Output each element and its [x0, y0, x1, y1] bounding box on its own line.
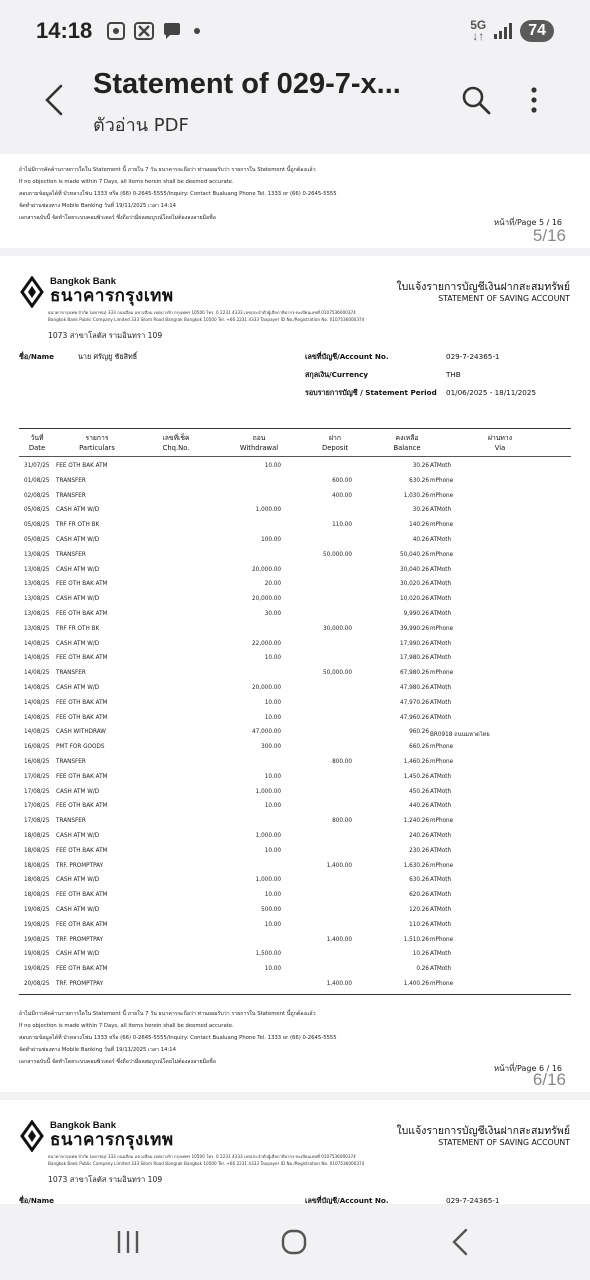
cell-via: mPhone — [430, 936, 454, 943]
cell-bal: 47,970.26 — [400, 699, 429, 706]
cell-via: ATMoth — [430, 951, 452, 958]
cell-via: ATMoth — [430, 684, 452, 691]
cell-part: TRANSFER — [56, 670, 86, 677]
cell-bal: 17,990.26 — [400, 640, 429, 647]
cell-part: CASH ATM W/D — [56, 788, 100, 795]
cell-via: mPhone — [430, 477, 454, 484]
cell-date: 19/08/25 — [24, 906, 50, 913]
cell-wd: 10.00 — [264, 773, 281, 780]
cell-part: CASH WITHDRAW — [56, 729, 106, 736]
cell-date: 17/08/25 — [24, 803, 50, 810]
cell-wd: 1,000.00 — [255, 877, 281, 884]
cell-bal: 630.26 — [409, 477, 429, 484]
table-row — [19, 503, 571, 518]
cell-wd: 47,000.00 — [252, 729, 281, 736]
pdf-page-7 — [0, 1100, 590, 1204]
cell-date: 31/07/25 — [24, 463, 50, 469]
bank-name-en: Bangkok Bank — [50, 276, 116, 287]
cell-part: TRANSFER — [56, 818, 86, 825]
cell-via: mPhone — [430, 818, 454, 825]
cell-date: 14/08/25 — [24, 670, 50, 677]
cell-wd: 1,500.00 — [255, 951, 281, 958]
recent-apps-icon — [115, 1229, 141, 1255]
table-row — [19, 888, 571, 903]
statement-title-th: ใบแจ้งรายการบัญชีเงินฝากสะสมทรัพย์ — [396, 281, 570, 293]
table-row — [19, 518, 571, 533]
cell-via: mPhone — [430, 758, 454, 765]
branch-name: 1073 สาขาโลตัส รามอินทรา 109 — [48, 1175, 163, 1184]
cell-part: CASH ATM W/D — [56, 832, 100, 839]
name-label: ชื่อ/Name — [19, 352, 55, 361]
cell-date: 13/08/25 — [24, 625, 50, 632]
cell-part: FEE OTH BAK ATM — [56, 803, 108, 810]
chevron-left-icon — [42, 84, 66, 116]
cell-via: ATMoth — [430, 966, 452, 973]
cell-via: ATMoth — [430, 906, 452, 913]
cell-via: ATMoth — [430, 847, 452, 854]
cell-date: 13/08/25 — [24, 596, 50, 603]
cell-part: TRF FR OTH BK — [56, 625, 100, 632]
cell-wd: 10.00 — [264, 463, 281, 469]
chat-bubble-icon — [162, 21, 182, 41]
cell-date: 16/08/25 — [24, 744, 50, 751]
table-body — [19, 457, 571, 994]
col-deposit: ฝาก Deposit — [322, 434, 348, 452]
page-number-label: หน้าที่/Page 5 / 16 — [493, 218, 562, 227]
cell-date: 14/08/25 — [24, 684, 50, 691]
cell-bal: 47,980.26 — [400, 684, 429, 691]
cell-wd: 22,000.00 — [252, 640, 281, 647]
cell-bal: 30,020.26 — [400, 581, 429, 588]
cell-via: mPhone — [430, 625, 454, 632]
more-options-button[interactable] — [518, 80, 550, 120]
cell-date: 18/08/25 — [24, 862, 50, 869]
table-row — [19, 755, 571, 770]
statement-title-th: ใบแจ้งรายการบัญชีเงินฝากสะสมทรัพย์ — [396, 1125, 570, 1137]
back-arrow-icon — [451, 1228, 469, 1256]
home-button[interactable] — [264, 1222, 324, 1262]
cell-bal: 230.26 — [409, 847, 429, 854]
table-header — [19, 429, 571, 457]
cell-via: ATMoth — [430, 655, 452, 662]
cell-part: TRF. PROMPTPAY — [56, 980, 104, 987]
cell-via: mPhone — [430, 522, 454, 529]
search-icon — [461, 85, 491, 115]
table-row — [19, 459, 571, 474]
screenshot-icon — [106, 21, 126, 41]
cell-date: 13/08/25 — [24, 581, 50, 588]
table-row — [19, 548, 571, 563]
signal-icon — [494, 23, 512, 39]
cell-part: CASH ATM W/D — [56, 596, 100, 603]
cell-wd: 500.00 — [261, 906, 281, 913]
table-row — [19, 770, 571, 785]
cell-dep: 50,000.00 — [323, 551, 352, 558]
cell-wd: 10.00 — [264, 699, 281, 706]
cell-part: FEE OTH BAK ATM — [56, 773, 108, 780]
cell-wd: 30.00 — [264, 610, 281, 617]
cell-date: 13/08/25 — [24, 566, 50, 573]
cell-via: mPhone — [430, 551, 454, 558]
table-row — [19, 474, 571, 489]
cell-date: 19/08/25 — [24, 921, 50, 928]
cell-date: 14/08/25 — [24, 714, 50, 721]
cell-date: 18/08/25 — [24, 877, 50, 884]
cell-via: ATMoth — [430, 581, 452, 588]
cell-date: 01/08/25 — [24, 477, 50, 484]
cell-part: FEE OTH BAK ATM — [56, 581, 108, 588]
cell-date: 17/08/25 — [24, 773, 50, 780]
footer-notes: ถ้าไม่มีการคัดค้านรายการใดใน Statement นี้ ภายใน 7 วัน ธนาคารจะถือว่า ท่านยอมรับว่า รายการใน Statement นี้ถูกต้องแล้ว If no objection is made within 7 Days, all items herein shall be deemed accurate. สอบถามข้อมูลได้ที่ บัวหลวงโฟน 1333 หรือ (66) 0-2645-5555/Inquiry: Contact Bualuang Phone Tel. 1333 or (66) 0-2645-5555 จัดทำผ่านช่องทาง Mobile Banking วันที่ 19/11/2025 เวลา 14:14 เอกสารฉบับนี้ จัดทำโดยระบบคอมพิวเตอร์ ซึ่งถือว่ามีผลสมบูรณ์โดยไม่ต้องลงลายมือชื่อ — [19, 167, 337, 221]
cell-dep: 800.00 — [332, 758, 352, 765]
page-number-label: หน้าที่/Page 6 / 16 — [493, 1064, 562, 1073]
cell-wd: 10.00 — [264, 655, 281, 662]
cell-via: ATMoth — [430, 640, 452, 647]
cell-bal: 47,960.26 — [400, 714, 429, 721]
page-badge: 6/16 — [532, 1070, 566, 1089]
cell-via: mPhone — [430, 980, 454, 987]
cell-bal: 10,020.26 — [400, 596, 429, 603]
table-row — [19, 637, 571, 652]
table-row — [19, 785, 571, 800]
cell-bal: 1,030.26 — [403, 492, 429, 499]
cell-bal: 960.26 — [409, 729, 429, 736]
table-row — [19, 844, 571, 859]
cell-date: 19/08/25 — [24, 966, 50, 973]
cell-bal: 1,240.26 — [403, 818, 429, 825]
cell-date: 14/08/25 — [24, 640, 50, 647]
cell-bal: 40.26 — [412, 536, 429, 543]
cell-bal: 240.26 — [409, 832, 429, 839]
battery-badge: 74 — [520, 20, 554, 42]
cell-bal: 50,040.26 — [400, 551, 429, 558]
table-row — [19, 859, 571, 874]
lotus-logo-icon — [20, 1120, 44, 1152]
cell-wd: 10.00 — [264, 921, 281, 928]
cell-part: TRF FR OTH BK — [56, 522, 100, 529]
cell-part: CASH ATM W/D — [56, 951, 100, 958]
cell-part: TRF. PROMPTPAY — [56, 862, 104, 869]
table-row — [19, 829, 571, 844]
cell-dep: 50,000.00 — [323, 670, 352, 677]
cell-dep: 1,400.00 — [326, 862, 352, 869]
account-no-label: เลขที่บัญชี/Account No. — [305, 352, 389, 361]
bank-address-th: ธนาคารกรุงเทพ จำกัด (มหาชน) 333 ถนนสีลม แขวงสีลม เขตบางรัก กรุงเทพฯ 10500 โทร. 0 2231 4333 เลขประจำตัวผู้เสียภาษีอากร-ทะเบียนเลขที่ 0107536000374 — [48, 1154, 356, 1159]
cell-bal: 30.26 — [412, 463, 429, 469]
cell-part: FEE OTH BAK ATM — [56, 655, 108, 662]
pdf-viewer[interactable] — [0, 154, 590, 1204]
col-withdrawal: ถอน Withdrawal — [239, 434, 279, 452]
bank-logo — [20, 276, 174, 308]
cell-part: TRANSFER — [56, 758, 86, 765]
cell-wd: 20,000.00 — [252, 596, 281, 603]
cell-wd: 300.00 — [261, 744, 281, 751]
cell-via: ATMoth — [430, 877, 452, 884]
notification-icons — [106, 21, 200, 41]
cell-part: FEE OTH BAK ATM — [56, 610, 108, 617]
table-row — [19, 681, 571, 696]
cell-via: ATMoth — [430, 921, 452, 928]
cell-via: ATMoth — [430, 788, 452, 795]
page-title: Statement of 029-7-x... — [93, 68, 401, 100]
cell-via: ATMoth — [430, 566, 452, 573]
cell-bal: 9,990.26 — [403, 610, 429, 617]
cell-via: mPhone — [430, 492, 454, 499]
cell-via: ATMoth — [430, 596, 452, 603]
cell-bal: 1,450.26 — [403, 773, 429, 780]
cell-part: CASH ATM W/D — [56, 507, 100, 514]
cell-wd: 1,000.00 — [255, 507, 281, 514]
table-row — [19, 563, 571, 578]
page-subtitle: ตัวอ่าน PDF — [93, 115, 189, 136]
cell-bal: 1,400.26 — [403, 980, 429, 987]
cell-bal: 1,510.26 — [403, 936, 429, 943]
bank-name-th: ธนาคารกรุงเทพ — [50, 1130, 174, 1149]
table-row — [19, 977, 571, 992]
cell-bal: 110.26 — [409, 921, 429, 928]
cell-wd: 10.00 — [264, 847, 281, 854]
cell-bal: 39,990.26 — [400, 625, 429, 632]
statement-title-en: STATEMENT OF SAVING ACCOUNT — [438, 1138, 570, 1147]
cell-bal: 450.26 — [409, 788, 429, 795]
status-bar — [0, 0, 590, 62]
cell-via: ATMoth — [430, 892, 452, 899]
bank-address-th: ธนาคารกรุงเทพ จำกัด (มหาชน) 333 ถนนสีลม แขวงสีลม เขตบางรัก กรุงเทพฯ 10500 โทร. 0 2231 4333 เลขประจำตัวผู้เสียภาษีอากร-ทะเบียนเลขที่ 0107536000374 — [48, 310, 356, 315]
cell-date: 05/08/25 — [24, 522, 50, 529]
table-row — [19, 622, 571, 637]
cell-part: CASH ATM W/D — [56, 640, 100, 647]
cell-date: 17/08/25 — [24, 788, 50, 795]
system-nav-bar — [0, 1204, 590, 1280]
cell-date: 18/08/25 — [24, 892, 50, 899]
cell-bal: 140.26 — [409, 522, 429, 529]
cell-wd: 1,000.00 — [255, 832, 281, 839]
cell-dep: 110.00 — [332, 522, 352, 529]
account-holder-name: นาย ศรัญยู ชัยสิทธิ์ — [78, 352, 138, 361]
cell-date: 02/08/25 — [24, 492, 50, 499]
lotus-logo-icon — [20, 276, 44, 308]
col-date: วันที่ Date — [28, 434, 46, 452]
cell-wd: 10.00 — [264, 966, 281, 973]
network-type: 5G ↓↑ — [470, 18, 487, 43]
cell-wd: 100.00 — [261, 536, 281, 543]
account-no-value: 029-7-24365-1 — [446, 1196, 500, 1204]
cell-via: ATMoth — [430, 699, 452, 706]
cell-part: FEE OTH BAK ATM — [56, 463, 108, 469]
cell-bal: 620.26 — [409, 892, 429, 899]
cell-part: TRANSFER — [56, 492, 86, 499]
cell-bal: 30,040.26 — [400, 566, 429, 573]
table-row — [19, 933, 571, 948]
statement-title-en: STATEMENT OF SAVING ACCOUNT — [438, 294, 570, 303]
currency-label: สกุลเงิน/Currency — [305, 370, 369, 379]
cell-date: 20/08/25 — [24, 980, 50, 987]
table-row — [19, 711, 571, 726]
cell-date: 05/08/25 — [24, 536, 50, 543]
table-row — [19, 666, 571, 681]
more-notifications-dot — [194, 28, 200, 34]
cell-via: mPhone — [430, 862, 454, 869]
cell-bal: 1,460.26 — [403, 758, 429, 765]
table-row — [19, 607, 571, 622]
x-app-icon — [134, 21, 154, 41]
cell-part: FEE OTH BAK ATM — [56, 847, 108, 854]
cell-wd: 1,000.00 — [255, 788, 281, 795]
cell-dep: 1,400.00 — [326, 980, 352, 987]
cell-part: TRANSFER — [56, 551, 86, 558]
cell-part: FEE OTH BAK ATM — [56, 699, 108, 706]
cell-bal: 660.26 — [409, 744, 429, 751]
cell-part: CASH ATM W/D — [56, 536, 100, 543]
table-row — [19, 799, 571, 814]
cell-part: CASH ATM W/D — [56, 566, 100, 573]
table-row — [19, 962, 571, 977]
table-row — [19, 947, 571, 962]
cell-via: ATMoth — [430, 773, 452, 780]
cell-part: CASH ATM W/D — [56, 906, 100, 913]
pdf-page-5 — [0, 154, 590, 248]
cell-part: FEE OTH BAK ATM — [56, 966, 108, 973]
cell-bal: 630.26 — [409, 877, 429, 884]
status-time: 14:18 — [36, 18, 93, 43]
cell-via: mPhone — [430, 744, 454, 751]
cell-via: mPhone — [430, 670, 454, 677]
period-label: รอบรายการบัญชี / Statement Period — [305, 388, 437, 397]
bank-name-en: Bangkok Bank — [50, 1120, 116, 1131]
footer-notes: ถ้าไม่มีการคัดค้านรายการใดใน Statement นี้ ภายใน 7 วัน ธนาคารจะถือว่า ท่านยอมรับว่า รายการใน Statement นี้ถูกต้องแล้ว If no objection is made within 7 Days, all items herein shall be deemed accurate. สอบถามข้อมูลได้ที่ บัวหลวงโฟน 1333 หรือ (66) 0-2645-5555/Inquiry: Contact Bualuang Phone Tel. 1333 or (66) 0-2645-5555 จัดทำผ่านช่องทาง Mobile Banking วันที่ 19/11/2025 เวลา 14:14 เอกสารฉบับนี้ จัดทำโดยระบบคอมพิวเตอร์ ซึ่งถือว่ามีผลสมบูรณ์โดยไม่ต้องลงลายมือชื่อ — [19, 1011, 337, 1065]
table-row — [19, 918, 571, 933]
cell-wd: 20.00 — [264, 581, 281, 588]
cell-bal: 67,980.26 — [400, 670, 429, 677]
cell-via: ATMoth — [430, 536, 452, 543]
account-no-label: เลขที่บัญชี/Account No. — [305, 1196, 389, 1204]
cell-via: BR0918 ถนนมหาดไทย — [430, 732, 490, 739]
cell-date: 05/08/25 — [24, 507, 50, 514]
page-badge: 5/16 — [532, 226, 566, 245]
table-row — [19, 592, 571, 607]
table-row — [19, 903, 571, 918]
currency-value: THB — [446, 370, 461, 379]
col-chq: เลขที่เช็ค Chq.No. — [162, 434, 190, 452]
cell-bal: 0.26 — [416, 966, 429, 973]
home-icon — [280, 1228, 308, 1256]
cell-part: TRF. PROMPTPAY — [56, 936, 104, 943]
table-row — [19, 696, 571, 711]
pdf-page-6 — [0, 256, 590, 1092]
table-row — [19, 651, 571, 666]
more-vert-icon — [530, 86, 538, 114]
table-row — [19, 489, 571, 504]
cell-bal: 10.26 — [412, 951, 429, 958]
bank-logo — [20, 1120, 174, 1152]
cell-date: 18/08/25 — [24, 847, 50, 854]
name-label: ชื่อ/Name — [19, 1196, 55, 1204]
cell-bal: 440.26 — [409, 803, 429, 810]
cell-wd: 10.00 — [264, 892, 281, 899]
cell-part: CASH ATM W/D — [56, 684, 100, 691]
cell-date: 17/08/25 — [24, 818, 50, 825]
cell-bal: 30.26 — [412, 507, 429, 514]
table-row — [19, 740, 571, 755]
cell-date: 14/08/25 — [24, 699, 50, 706]
cell-dep: 1,400.00 — [326, 936, 352, 943]
bank-name-th: ธนาคารกรุงเทพ — [50, 286, 174, 305]
transactions-table — [19, 428, 571, 995]
cell-dep: 600.00 — [332, 477, 352, 484]
cell-date: 13/08/25 — [24, 551, 50, 558]
branch-name: 1073 สาขาโลตัส รามอินทรา 109 — [48, 331, 163, 340]
table-row — [19, 533, 571, 548]
cell-date: 18/08/25 — [24, 832, 50, 839]
bank-address-en: Bangkok Bank Public Company Limited 333 Silom Road Bangrak Bangkok 10500 Tel. +66 2231 4333 Taxpayer ID No./Registration No. 0107536000374 — [48, 1161, 365, 1166]
cell-part: FEE OTH BAK ATM — [56, 892, 108, 899]
cell-via: ATMoth — [430, 610, 452, 617]
cell-via: ATMoth — [430, 463, 452, 469]
cell-date: 19/08/25 — [24, 936, 50, 943]
cell-wd: 20,000.00 — [252, 566, 281, 573]
cell-via: ATMoth — [430, 803, 452, 810]
back-button[interactable] — [32, 78, 76, 122]
col-via: ผ่านทาง Via — [487, 434, 513, 452]
recent-apps-button[interactable] — [98, 1222, 158, 1262]
cell-part: CASH ATM W/D — [56, 877, 100, 884]
cell-date: 19/08/25 — [24, 951, 50, 958]
cell-part: PMT FOR GOODS — [56, 744, 105, 751]
cell-wd: 20,000.00 — [252, 684, 281, 691]
system-back-button[interactable] — [430, 1222, 490, 1262]
cell-via: ATMoth — [430, 832, 452, 839]
table-row — [19, 873, 571, 888]
cell-wd: 10.00 — [264, 803, 281, 810]
cell-wd: 10.00 — [264, 714, 281, 721]
cell-date: 14/08/25 — [24, 729, 50, 736]
cell-dep: 400.00 — [332, 492, 352, 499]
search-button[interactable] — [456, 80, 496, 120]
cell-via: ATMoth — [430, 507, 452, 514]
cell-bal: 120.26 — [409, 906, 429, 913]
cell-part: FEE OTH BAK ATM — [56, 714, 108, 721]
table-row — [19, 577, 571, 592]
app-bar — [0, 62, 590, 154]
table-row — [19, 814, 571, 829]
account-no-value: 029-7-24365-1 — [446, 352, 500, 361]
cell-date: 16/08/25 — [24, 758, 50, 765]
cell-dep: 30,000.00 — [323, 625, 352, 632]
cell-part: TRANSFER — [56, 477, 86, 484]
cell-via: ATMoth — [430, 714, 452, 721]
period-value: 01/06/2025 - 18/11/2025 — [446, 388, 537, 397]
cell-part: FEE OTH BAK ATM — [56, 921, 108, 928]
cell-dep: 800.00 — [332, 818, 352, 825]
table-row — [19, 725, 571, 740]
cell-bal: 1,630.26 — [403, 862, 429, 869]
col-balance: คงเหลือ Balance — [393, 434, 421, 452]
cell-date: 14/08/25 — [24, 655, 50, 662]
bank-address-en: Bangkok Bank Public Company Limited 333 Silom Road Bangrak Bangkok 10500 Tel. +66 2231 4333 Taxpayer ID No./Registration No. 0107536000374 — [48, 317, 365, 322]
cell-date: 13/08/25 — [24, 610, 50, 617]
col-particulars: รายการ Particulars — [79, 434, 115, 452]
cell-bal: 17,980.26 — [400, 655, 429, 662]
